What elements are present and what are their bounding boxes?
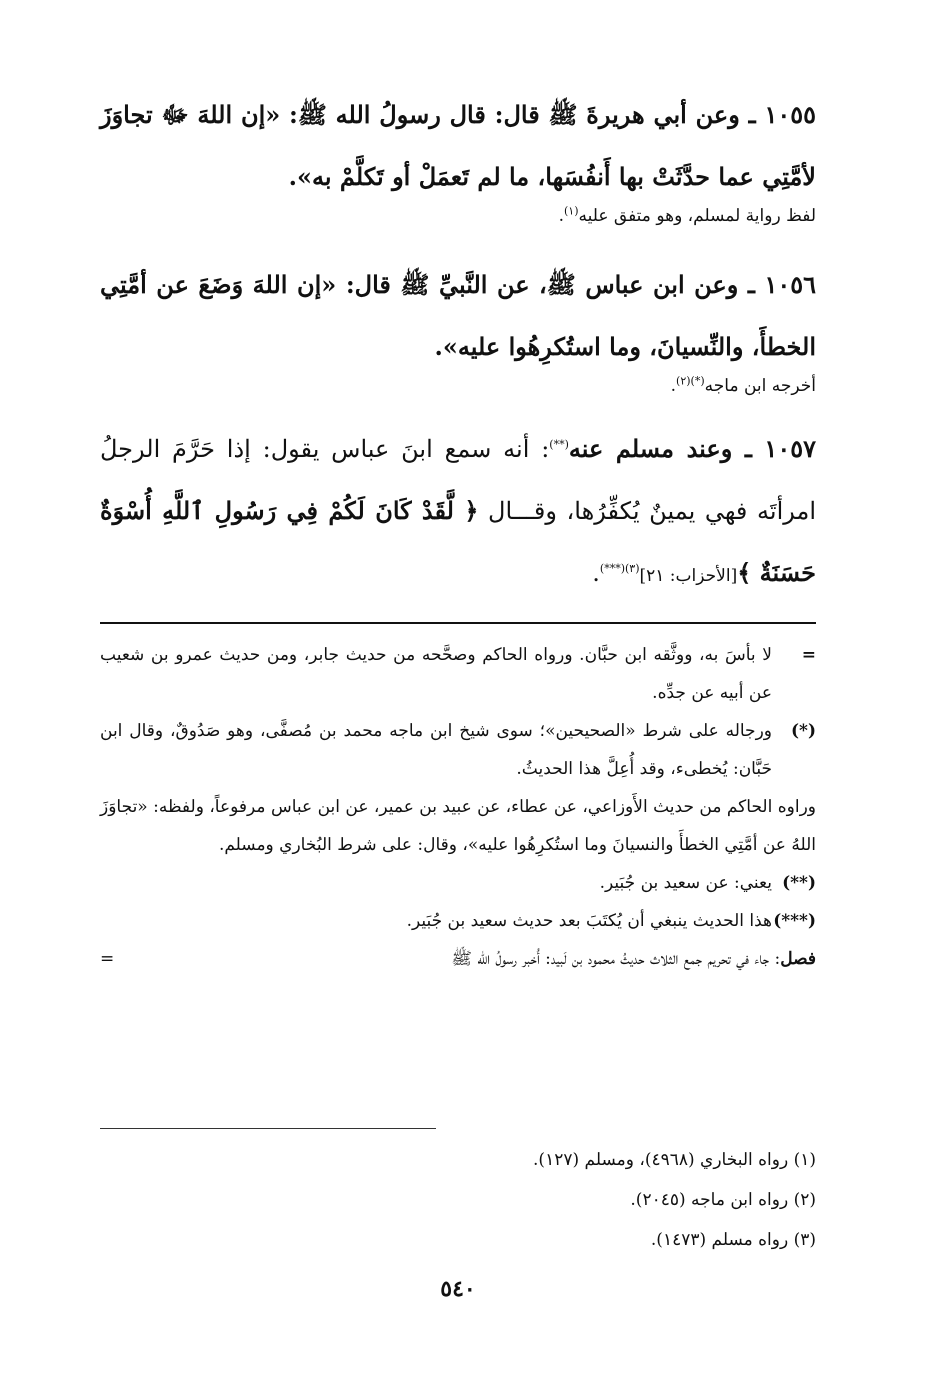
hadith-1056-source xyxy=(100,374,816,398)
hadith-1056-text: «إن اللهَ وَضَعَ عن أمَّتِي الخطأَ، والنِّسيانَ، وما استُكرِهُوا عليه». xyxy=(100,270,816,361)
page-number: ٥٤٠ xyxy=(440,1276,476,1302)
note-text: لا بأسَ به، ووثَّقه ابن حبَّان. ورواه الحاكم وصحَّحه من حديث جابر، ومن حديث عمرو بن شعيب عن أبيه عن جدِّه. xyxy=(100,645,772,703)
note-mark: (***) xyxy=(773,911,816,931)
hadith-1057-intro: ١٠٥٧ ـ وعند مسلم عنه xyxy=(568,434,816,463)
footnote-ref: (١) xyxy=(563,204,579,218)
section-label: فصل xyxy=(780,949,816,969)
source-text: لفظ رواية لمسلم، وهو متفق عليه xyxy=(578,206,816,226)
hadith-1055-source xyxy=(100,204,816,228)
period: . xyxy=(670,376,677,396)
hadith-1057 xyxy=(100,418,816,607)
footnotes xyxy=(100,1140,816,1260)
commentary-notes xyxy=(100,636,816,978)
footnote-3: (٣) رواه مسلم (١٤٧٣). xyxy=(650,1230,816,1250)
note-text: وراوه الحاكم من حديث الأَوزاعي، عن عطاء، عن عبيد بن عمير، عن ابن عباس مرفوعاً، ولفظه: «تجاوَزَ اللهُ عن أمَّتِي الخطأَ والنسيانَ وما استُكرِهُوا عليه»، وقال: على شرط البُخاري ومسلم. xyxy=(100,797,816,855)
source-text: أخرجه ابن ماجه xyxy=(704,376,816,396)
continuation-mark: = xyxy=(100,949,115,969)
note-star-1 xyxy=(100,712,816,788)
hadith-1055 xyxy=(100,84,816,208)
footnote-ref: (**) xyxy=(549,438,569,451)
note-continued xyxy=(100,636,816,712)
separator-rule xyxy=(100,622,816,624)
note-mark: (**) xyxy=(782,873,816,893)
hadith-1055-text: «إن اللهَ ﷻ تجاوَزَ لأمَّتِي عما حدَّثَتْ بها أَنفُسَها، ما لم تَعمَلْ أو تَكلَّمْ به». xyxy=(100,100,816,191)
hadith-1056 xyxy=(100,254,816,378)
period: . xyxy=(558,206,564,226)
footnote-ref: (*)(٢) xyxy=(676,374,705,388)
note-mark: = xyxy=(801,645,816,665)
note-star-2 xyxy=(100,864,816,902)
quran-verse: ﴿ لَّقَدْ كَانَ لَكُمْ فِي رَسُولِ ٱللَّهِ أُسْوَةٌ حَسَنَةٌ ﴾ xyxy=(100,496,816,587)
note-section xyxy=(100,940,816,978)
note-mark: (*) xyxy=(791,721,816,741)
note-text: هذا الحديث ينبغي أن يُكتَبَ بعد حديث سعيد بن جُبَير. xyxy=(406,911,772,931)
note-text: يعني: عن سعيد بن جُبَير. xyxy=(599,873,772,893)
note-text: : جاء في تحريم جمع الثلاث حديثُ محمود بن لَبيد: أُخبر رسولُ الله ﷺ xyxy=(451,949,781,969)
footnote-ref: (٣)(***) xyxy=(599,562,640,575)
hadith-1055-intro: ١٠٥٥ ـ وعن أبي هريرةَ ﷺ قال: قال رسولُ الله ﷺ: xyxy=(280,100,816,129)
note-text: ورجاله على شرط «الصحيحين»؛ سوى شيخ ابن ماجه محمد بن مُصفَّى، وهو صَدُوقٌ، وقال ابن حَبَّان: يُخطىء، وقد أُعِلَّ هذا الحديثُ. xyxy=(100,721,772,779)
hadith-1057-text: : أنه سمع ابنَ عباس يقول: إذا حَرَّمَ الرجلُ امرأتَه فهي يمينٌ يُكفِّرُها، وقـــال xyxy=(100,435,817,525)
footnote-rule xyxy=(100,1128,436,1129)
note-star-3 xyxy=(100,902,816,940)
footnote-1: (١) رواه البخاري (٤٩٦٨)، ومسلم (١٢٧). xyxy=(533,1150,816,1170)
hadith-1056-intro: ١٠٥٦ ـ وعن ابن عباس ﷺ، عن النَّبيِّ ﷺ قال: xyxy=(336,270,816,299)
verse-reference: [الأحزاب: ٢١] xyxy=(639,566,738,586)
period: . xyxy=(592,559,600,587)
note-star-1-continued xyxy=(100,788,816,864)
footnote-2: (٢) رواه ابن ماجه (٢٠٤٥). xyxy=(630,1190,816,1210)
